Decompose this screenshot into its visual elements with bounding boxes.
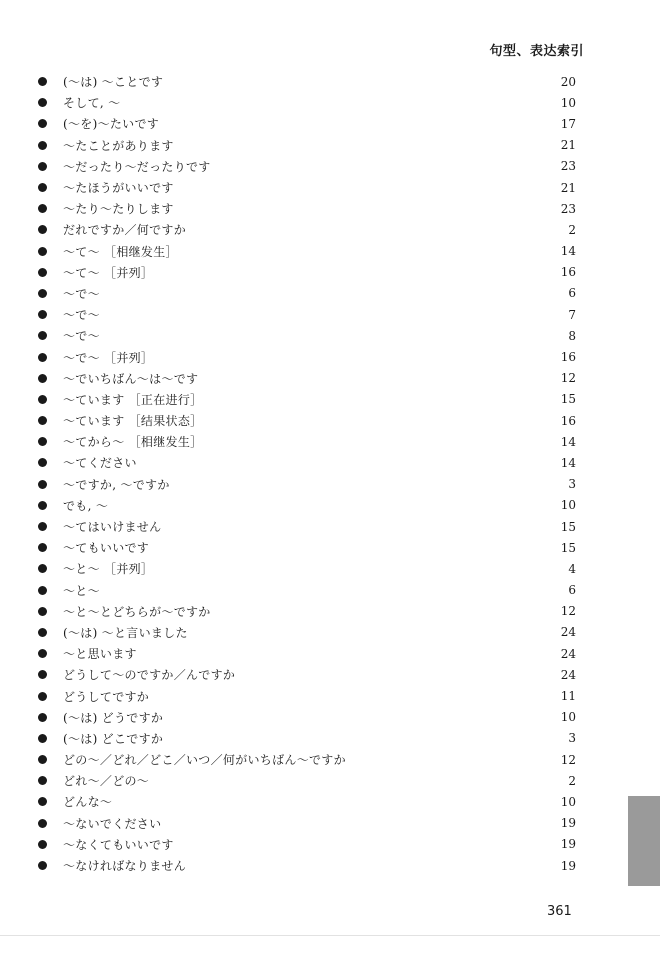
entry-label: ～て～ ［并列］ (63, 265, 154, 280)
entry-page-number: 4 (568, 561, 576, 576)
entry-page-number: 17 (560, 116, 576, 131)
bullet-icon (38, 247, 47, 256)
entry-page-number: 20 (560, 74, 576, 89)
entry-label: ～ています ［正在进行］ (63, 392, 203, 407)
bullet-icon (38, 861, 47, 870)
entry-label: ～で～ (63, 286, 100, 301)
index-entry (38, 685, 576, 706)
entry-label: (～は) ～ことです (63, 75, 164, 90)
entry-label: どうしてですか (63, 689, 150, 704)
entry-page-number: 23 (560, 159, 576, 174)
bottom-rule (0, 935, 660, 936)
entry-label: ～と～ ［并列］ (63, 562, 154, 577)
entry-label: ～と思います (63, 647, 137, 662)
pattern-index-list (38, 71, 576, 876)
entry-label: ～で～ (63, 329, 100, 344)
bullet-icon (38, 437, 47, 446)
index-entry (38, 834, 576, 855)
entry-page-number: 14 (560, 455, 576, 470)
entry-page-number: 15 (560, 519, 576, 534)
index-entry (38, 198, 576, 219)
entry-label: ～で～ (63, 308, 100, 323)
bullet-icon (38, 649, 47, 658)
entry-page-number: 19 (560, 858, 576, 873)
entry-label: ～て～ ［相继发生］ (63, 244, 178, 259)
bullet-icon (38, 692, 47, 701)
index-entry (38, 813, 576, 834)
running-head: 句型、表达索引 (489, 44, 584, 59)
index-entry (38, 262, 576, 283)
entry-label: ～てから～ ［相继发生］ (63, 435, 203, 450)
index-entry (38, 219, 576, 240)
entry-page-number: 14 (560, 244, 576, 259)
bullet-icon (38, 331, 47, 340)
index-entry (38, 92, 576, 113)
entry-page-number: 23 (560, 201, 576, 216)
entry-label: ～と～ (63, 583, 100, 598)
entry-page-number: 16 (560, 350, 576, 365)
entry-page-number: 19 (560, 816, 576, 831)
index-entry (38, 410, 576, 431)
bullet-icon (38, 458, 47, 467)
index-entry (38, 664, 576, 685)
entry-label: ～なくてもいいです (63, 837, 174, 852)
index-entry (38, 707, 576, 728)
bullet-icon (38, 183, 47, 192)
bullet-icon (38, 225, 47, 234)
index-entry (38, 113, 576, 134)
index-entry (38, 516, 576, 537)
bullet-icon (38, 755, 47, 764)
entry-page-number: 21 (560, 180, 576, 195)
index-entry (38, 728, 576, 749)
index-entry (38, 622, 576, 643)
index-entry (38, 156, 576, 177)
bullet-icon (38, 310, 47, 319)
entry-page-number: 12 (560, 604, 576, 619)
entry-page-number: 3 (568, 477, 576, 492)
entry-page-number: 10 (560, 498, 576, 513)
index-entry (38, 537, 576, 558)
entry-page-number: 2 (568, 773, 576, 788)
bullet-icon (38, 713, 47, 722)
bullet-icon (38, 374, 47, 383)
index-entry (38, 452, 576, 473)
entry-page-number: 2 (568, 222, 576, 237)
entry-label: ～で～ ［并列］ (63, 350, 154, 365)
entry-label: ～だったり～だったりです (63, 159, 211, 174)
index-entry (38, 495, 576, 516)
index-entry (38, 643, 576, 664)
entry-label: でも, ～ (63, 498, 109, 513)
bullet-icon (38, 141, 47, 150)
bullet-icon (38, 501, 47, 510)
bullet-icon (38, 586, 47, 595)
bullet-icon (38, 416, 47, 425)
index-entry (38, 389, 576, 410)
entry-page-number: 15 (560, 540, 576, 555)
entry-page-number: 24 (560, 625, 576, 640)
bullet-icon (38, 776, 47, 785)
entry-page-number: 11 (560, 689, 576, 704)
bullet-icon (38, 204, 47, 213)
entry-label: そして, ～ (63, 96, 121, 111)
bullet-icon (38, 289, 47, 298)
bullet-icon (38, 353, 47, 362)
index-entry (38, 241, 576, 262)
entry-page-number: 6 (568, 286, 576, 301)
page-number: 361 (547, 904, 572, 919)
index-entry (38, 283, 576, 304)
index-entry (38, 431, 576, 452)
entry-page-number: 8 (568, 328, 576, 343)
entry-label: (～は) ～と言いました (63, 625, 188, 640)
bullet-icon (38, 564, 47, 573)
index-entry (38, 474, 576, 495)
index-entry (38, 749, 576, 770)
entry-page-number: 6 (568, 583, 576, 598)
bullet-icon (38, 268, 47, 277)
entry-label: どの～／どれ／どこ／いつ／何がいちばん～ですか (63, 753, 346, 768)
entry-label: ～と～とどちらが～ですか (63, 604, 211, 619)
index-entry (38, 601, 576, 622)
bullet-icon (38, 840, 47, 849)
index-entry (38, 177, 576, 198)
bullet-icon (38, 670, 47, 679)
index-entry (38, 304, 576, 325)
entry-label: (～は) どうですか (63, 710, 164, 725)
entry-label: ～なければなりません (63, 859, 187, 874)
entry-page-number: 3 (568, 731, 576, 746)
bullet-icon (38, 819, 47, 828)
entry-label: (～は) どこですか (63, 731, 164, 746)
entry-page-number: 19 (560, 837, 576, 852)
entry-label: ～てもいいです (63, 541, 150, 556)
entry-page-number: 12 (560, 752, 576, 767)
entry-page-number: 16 (560, 413, 576, 428)
bullet-icon (38, 797, 47, 806)
bullet-icon (38, 162, 47, 171)
entry-page-number: 24 (560, 646, 576, 661)
index-entry (38, 346, 576, 367)
bullet-icon (38, 543, 47, 552)
index-entry (38, 580, 576, 601)
bullet-icon (38, 395, 47, 404)
entry-page-number: 15 (560, 392, 576, 407)
bullet-icon (38, 522, 47, 531)
entry-page-number: 21 (560, 138, 576, 153)
bullet-icon (38, 628, 47, 637)
entry-label: ～ないでください (63, 816, 162, 831)
entry-label: ～てください (63, 456, 137, 471)
entry-page-number: 16 (560, 265, 576, 280)
bullet-icon (38, 480, 47, 489)
bullet-icon (38, 119, 47, 128)
entry-page-number: 10 (560, 95, 576, 110)
entry-label: ～たことがあります (63, 138, 174, 153)
entry-label: ～てはいけません (63, 520, 162, 535)
entry-label: どうして～のですか／んですか (63, 668, 236, 683)
bullet-icon (38, 98, 47, 107)
index-entry (38, 855, 576, 876)
entry-label: ～たほうがいいです (63, 181, 174, 196)
entry-label: ～ています ［结果状态］ (63, 414, 203, 429)
bullet-icon (38, 607, 47, 616)
bullet-icon (38, 734, 47, 743)
entry-page-number: 12 (560, 371, 576, 386)
bullet-icon (38, 77, 47, 86)
entry-page-number: 10 (560, 710, 576, 725)
entry-label: (～を)～たいです (63, 117, 160, 132)
index-entry (38, 135, 576, 156)
entry-page-number: 7 (568, 307, 576, 322)
entry-label: ～ですか, ～ですか (63, 477, 170, 492)
entry-page-number: 24 (560, 667, 576, 682)
entry-label: どんな～ (63, 795, 113, 810)
index-entry (38, 71, 576, 92)
index-entry (38, 558, 576, 579)
index-entry (38, 325, 576, 346)
index-entry (38, 368, 576, 389)
entry-label: だれですか／何ですか (63, 223, 187, 238)
entry-page-number: 10 (560, 794, 576, 809)
index-entry (38, 770, 576, 791)
entry-page-number: 14 (560, 434, 576, 449)
thumb-index-tab (628, 796, 660, 886)
index-entry (38, 791, 576, 812)
entry-label: ～でいちばん～は～です (63, 371, 199, 386)
entry-label: どれ～／どの～ (63, 774, 150, 789)
entry-label: ～たり～たりします (63, 202, 174, 217)
